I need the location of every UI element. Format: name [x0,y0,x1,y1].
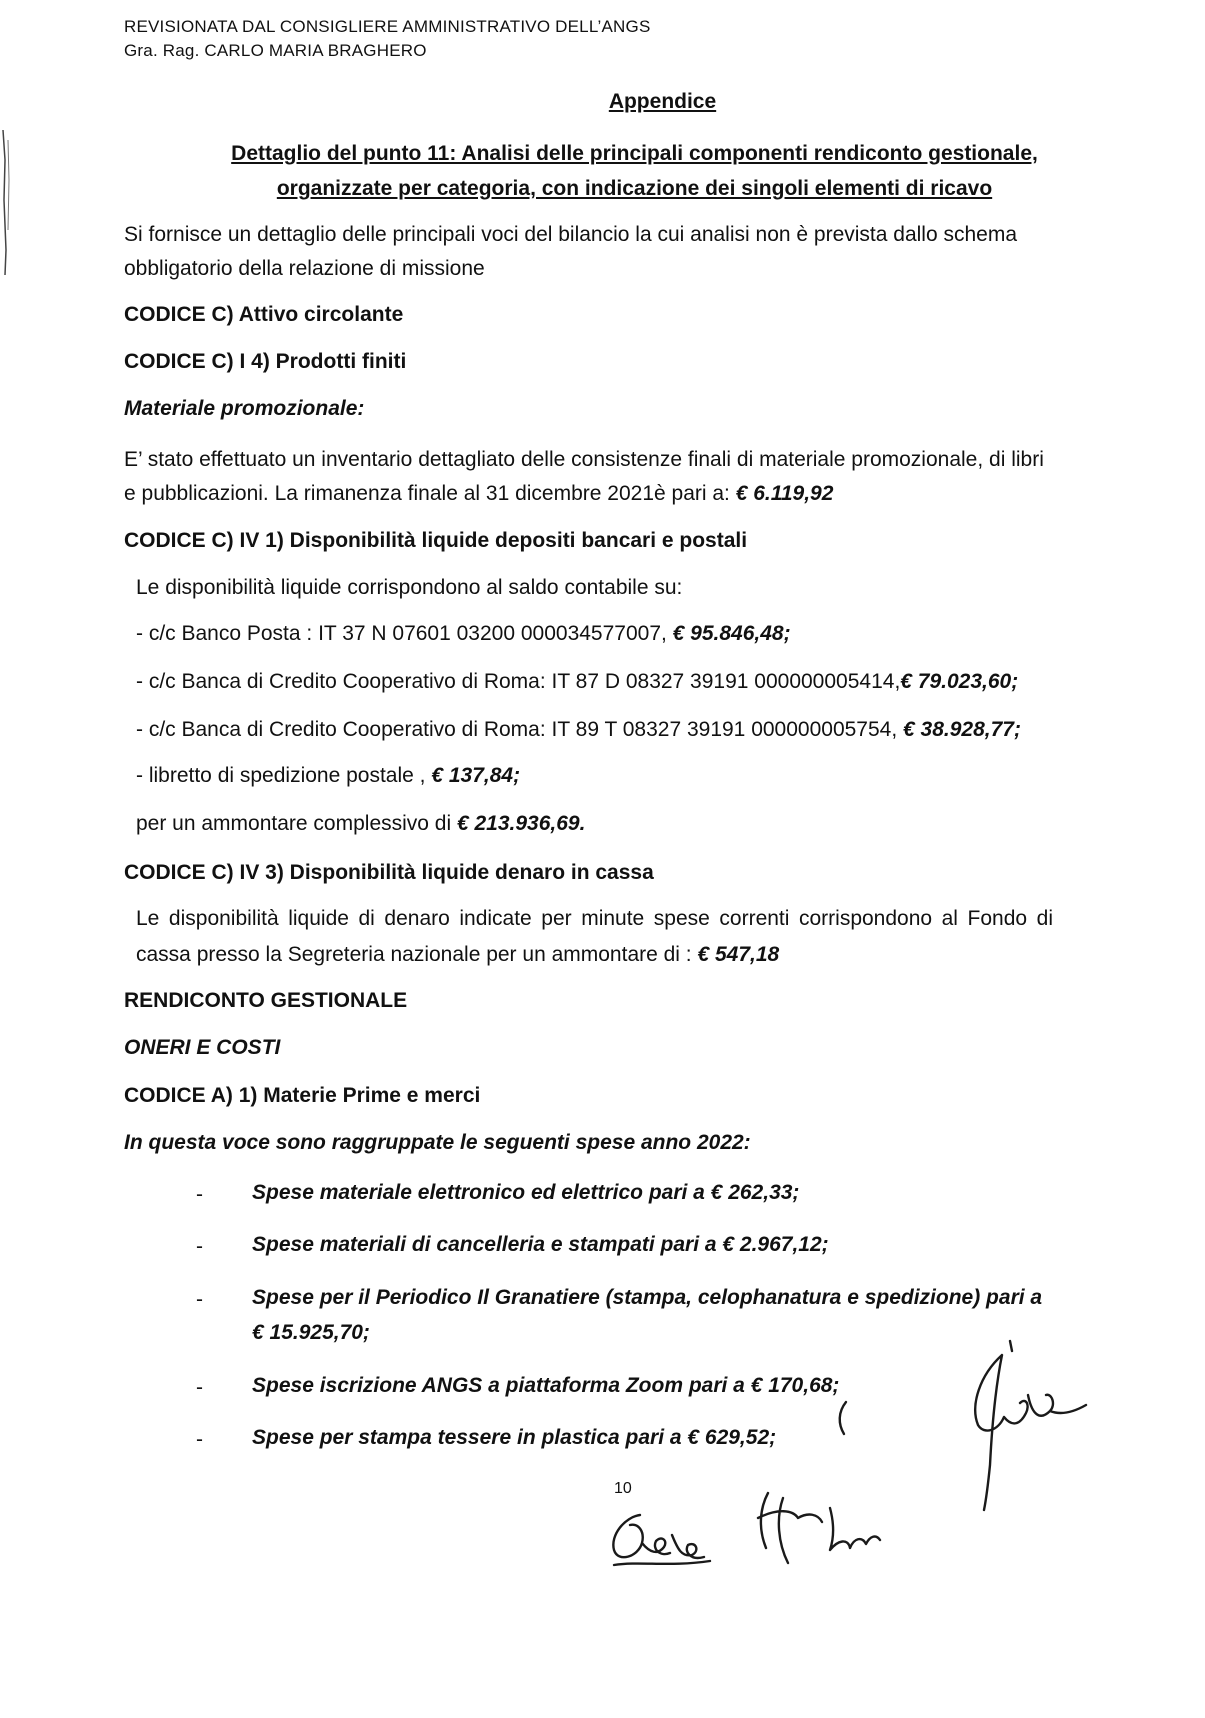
expense-item: Spese materiali di cancelleria e stampati pari a € 2.967,12; [252,1233,829,1256]
expense-item-continued: € 15.925,70; [252,1321,370,1344]
depositi-total-amount: € 213.936,69. [456,812,586,835]
cassa-line-1: Le disponibilità liquide di denaro indicate per minute spese correnti corrispondono al Fondo di [136,907,1053,930]
pen-mark-icon [828,1398,858,1438]
account-line: - c/c Banca di Credito Cooperativo di Roma: IT 89 T 08327 39191 000000005754, € 38.928,77; [136,718,1021,741]
bullet-dash: - [196,1428,203,1451]
intro-line-2: obbligatorio della relazione di missione [124,257,485,280]
bullet-dash: - [196,1288,203,1311]
materie-intro: In questa voce sono raggruppate le seguenti spese anno 2022: [124,1131,751,1154]
materiale-amount: € 6.119,92 [735,482,834,505]
scan-edge-mark [0,120,14,280]
depositi-heading: CODICE C) IV 1) Disponibilità liquide depositi bancari e postali [124,529,748,552]
signature-2-icon [738,1478,888,1578]
reviewer-name: Gra. Rag. CARLO MARIA BRAGHERO [124,41,427,60]
materie-heading: CODICE A) 1) Materie Prime e merci [124,1084,481,1107]
oneri-heading: ONERI E COSTI [124,1036,281,1059]
expense-item: Spese per stampa tessere in plastica pari a € 629,52; [252,1426,777,1449]
signature-3-icon [940,1335,1090,1515]
expense-item: Spese iscrizione ANGS a piattaforma Zoom pari a € 170,68; [252,1374,840,1397]
account-line: - libretto di spedizione postale , € 137,84; [136,764,521,787]
account-amount: € 79.023,60; [900,670,1019,693]
materiale-heading: Materiale promozionale: [124,397,365,420]
bullet-dash: - [196,1183,203,1206]
expense-item: Spese per il Periodico Il Granatiere (stampa, celophanatura e spedizione) pari a [252,1286,1043,1309]
rendiconto-heading: RENDICONTO GESTIONALE [124,989,408,1012]
depositi-intro: Le disponibilità liquide corrispondono al saldo contabile su: [136,576,683,599]
bullet-dash: - [196,1376,203,1399]
cassa-heading: CODICE C) IV 3) Disponibilità liquide denaro in cassa [124,861,654,884]
cassa-amount: € 547,18 [697,943,780,966]
expense-item: Spese materiale elettronico ed elettrico pari a € 262,33; [252,1181,800,1204]
cassa-line-2: cassa presso la Segreteria nazionale per un ammontare di : € 547,18 [136,943,780,966]
account-amount: € 95.846,48; [672,622,791,645]
account-line: - c/c Banca di Credito Cooperativo di Roma: IT 87 D 08327 39191 000000005414,€ 79.023,60; [136,670,1019,693]
account-line: - c/c Banco Posta : IT 37 N 07601 03200 000034577007, € 95.846,48; [136,622,791,645]
section-attivo-circolante: CODICE C) Attivo circolante [124,303,404,326]
depositi-total: per un ammontare complessivo di € 213.936,69. [136,812,586,835]
reviewer-line: REVISIONATA DAL CONSIGLIERE AMMINISTRATIVO DELL’ANGS [124,17,651,36]
page-number: 10 [614,1480,632,1497]
page-title: Appendice [608,90,717,113]
intro-line-1: Si fornisce un dettaglio delle principali voci del bilancio la cui analisi non è prevista dallo schema [124,223,1018,246]
bullet-dash: - [196,1235,203,1258]
materiale-line-2: e pubblicazioni. La rimanenza finale al 31 dicembre 2021è pari a: € 6.119,92 [124,482,834,505]
subtitle-line-1: Dettaglio del punto 11: Analisi delle principali componenti rendiconto gestionale, [231,142,1038,165]
account-amount: € 38.928,77; [903,718,1021,741]
subtitle-line-2: organizzate per categoria, con indicazione dei singoli elementi di ricavo [276,177,993,200]
signature-1-icon [600,1495,740,1575]
account-amount: € 137,84; [431,764,521,787]
materiale-line-1: E’ stato effettuato un inventario dettagliato delle consistenze finali di materiale promozionale, di libri [124,448,1044,471]
section-prodotti-finiti: CODICE C) I 4) Prodotti finiti [124,350,407,373]
